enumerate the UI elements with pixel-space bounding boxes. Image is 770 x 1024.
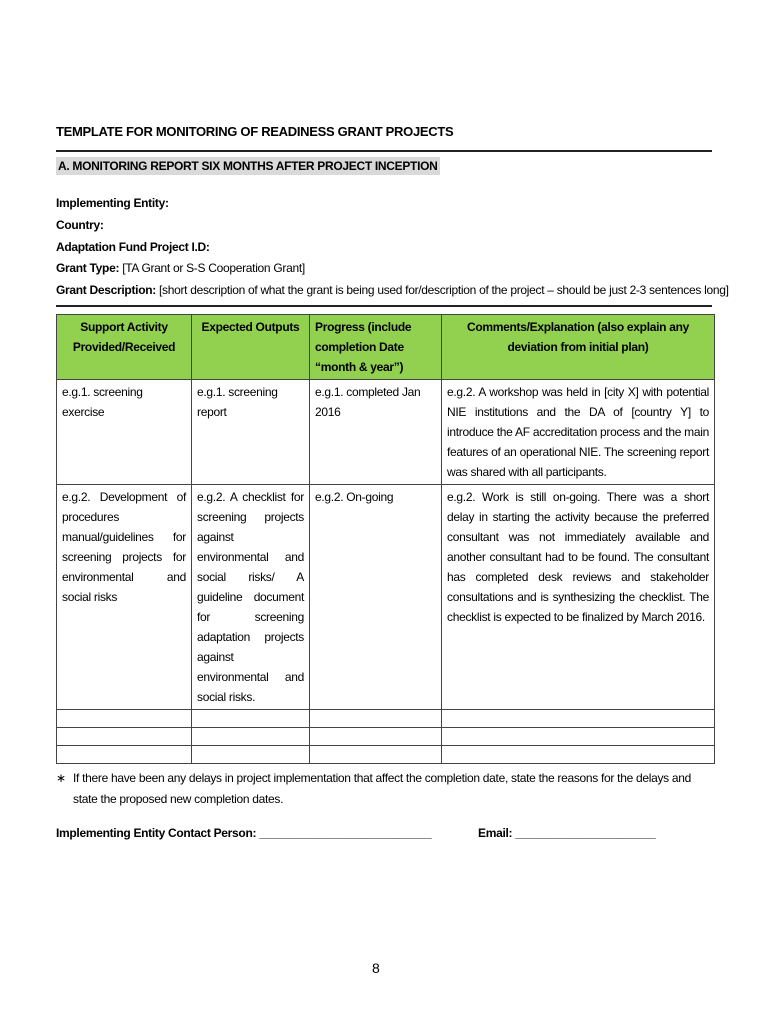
delay-note — [56, 768, 716, 810]
cell-progress: e.g.2. On-going — [310, 485, 442, 710]
cell-outputs: e.g.2. A checklist for screening projects against environmental and social risks/ A guideline document for screening adaptation projects against environmental and social risks. — [192, 485, 310, 710]
grant-description-label: Grant Description: — [56, 283, 156, 297]
page-number: 8 — [372, 960, 380, 976]
cell-outputs: e.g.1. screening report — [192, 380, 310, 485]
document-title: TEMPLATE FOR MONITORING OF READINESS GRANT PROJECTS — [56, 124, 454, 139]
grant-type-label: Grant Type: — [56, 261, 120, 275]
contact-person-label: Implementing Entity Contact Person: ___________________________ — [56, 826, 432, 840]
header-outputs: Expected Outputs — [192, 315, 310, 380]
header-progress: Progress (include completion Date “month & year”) — [310, 315, 442, 380]
cell-comments: e.g.2. A workshop was held in [city X] with potential NIE institutions and the DA of [country Y] to introduce the AF accreditation process and the main features of an operational NIE. The screening report was shared with all participants. — [442, 380, 715, 485]
grant-description-value: [short description of what the grant is being used for/description of the project – should be just 2-3 sentences long] — [155, 283, 729, 297]
table-row — [57, 485, 715, 710]
grant-description-field — [56, 283, 729, 297]
country-label: Country: — [56, 218, 104, 232]
grant-type-field — [56, 261, 305, 275]
table-row-empty — [57, 728, 715, 746]
grant-type-value: [TA Grant or S-S Cooperation Grant] — [119, 261, 305, 275]
implementing-entity-label: Implementing Entity: — [56, 196, 169, 210]
header-activity: Support Activity Provided/Received — [57, 315, 192, 380]
table-header-row — [57, 315, 715, 380]
cell-comments: e.g.2. Work is still on-going. There was a short delay in starting the activity because the preferred consultant was not immediately available and another consultant had to be found. The consultant has completed desk reviews and stakeholder consultations and is synthesizing the checklist. The checklist is expected to be finalized by March 2016. — [442, 485, 715, 710]
section-heading: A. MONITORING REPORT SIX MONTHS AFTER PROJECT INCEPTION — [58, 159, 438, 173]
project-id-label: Adaptation Fund Project I.D: — [56, 240, 210, 254]
header-comments: Comments/Explanation (also explain any deviation from initial plan) — [442, 315, 715, 380]
cell-activity: e.g.1. screening exercise — [57, 380, 192, 485]
email-label: Email: ______________________ — [478, 826, 656, 840]
title-divider — [56, 150, 712, 152]
table-row-empty — [57, 746, 715, 764]
table-row — [57, 380, 715, 485]
monitoring-table — [56, 314, 715, 764]
table-row-empty — [57, 710, 715, 728]
cell-progress: e.g.1. completed Jan 2016 — [310, 380, 442, 485]
bullet-star-icon: ∗ — [56, 771, 66, 785]
cell-activity: e.g.2. Development of procedures manual/guidelines for screening projects for environmental and social risks — [57, 485, 192, 710]
fields-divider — [56, 305, 712, 307]
delay-note-text: If there have been any delays in project implementation that affect the completion date, state the reasons for the delays and state the proposed new completion dates. — [73, 771, 692, 806]
